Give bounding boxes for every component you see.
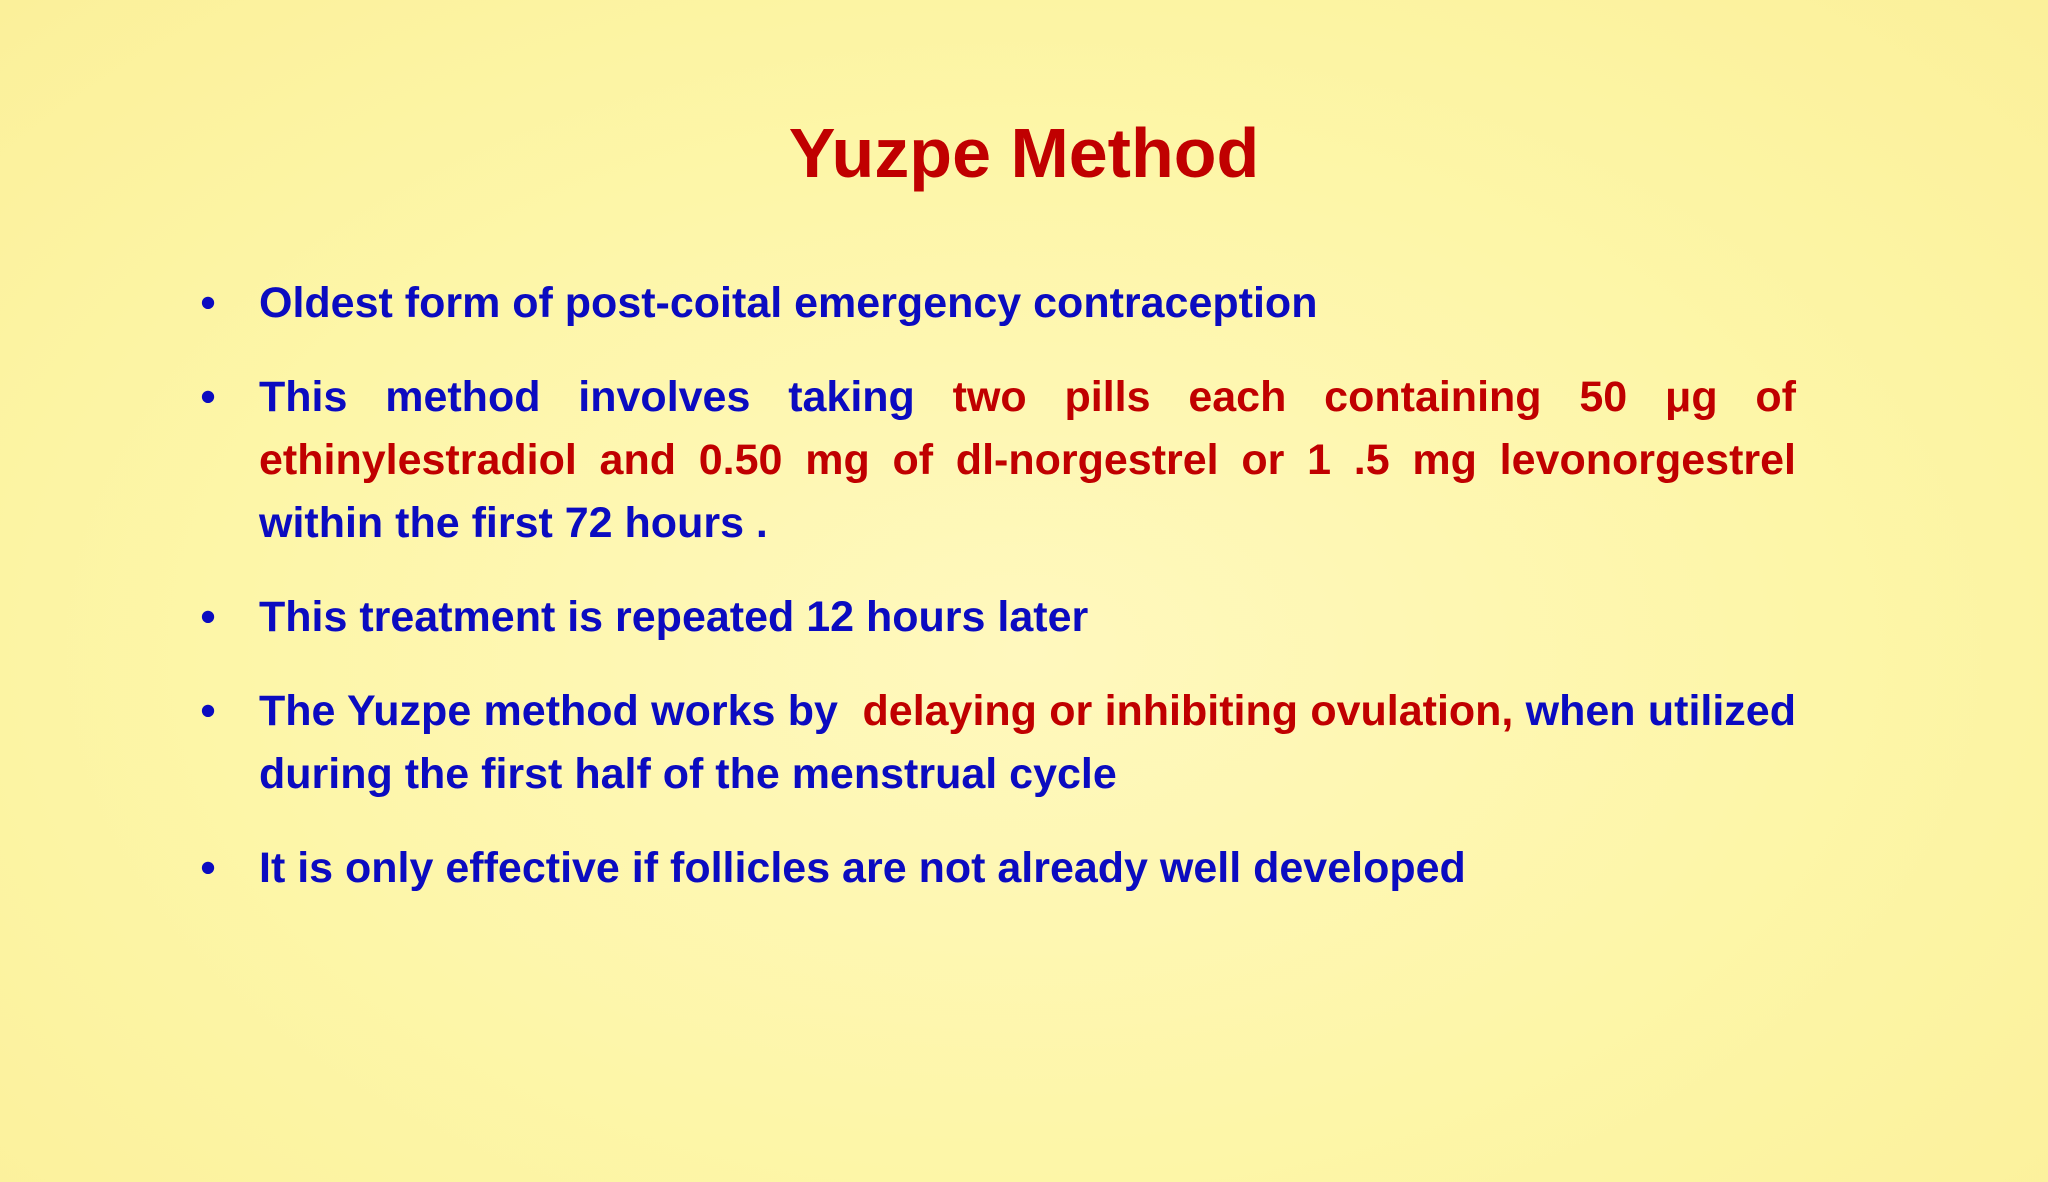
- bullet-highlight-mechanism: delaying or inhibiting ovulation,: [862, 687, 1514, 735]
- bullet-text: It is only effective if follicles are not already well developed: [259, 844, 1466, 892]
- bullet-icon: •: [200, 593, 216, 641]
- bullet-item-method-dosage: [196, 366, 1796, 555]
- bullet-icon: •: [200, 687, 216, 735]
- bullet-icon: •: [200, 373, 216, 421]
- bullet-item-mechanism: [196, 680, 1796, 806]
- bullet-item-oldest-form: [196, 272, 1796, 335]
- bullet-item-repeat: [196, 586, 1796, 649]
- bullet-highlight-dosage: two pills each containing 50 μg of ethinylestradiol and 0.50 mg of dl-norgestrel or 1 .5 mg levonorgestrel: [259, 373, 1796, 484]
- slide-title: Yuzpe Method: [788, 114, 1260, 192]
- bullet-text: within the first 72 hours .: [259, 499, 768, 547]
- bullet-item-effectiveness: [196, 837, 1796, 900]
- bullet-text: Oldest form of post-coital emergency contraception: [259, 279, 1318, 327]
- bullet-list: [196, 272, 1796, 931]
- bullet-text: This treatment is repeated 12 hours later: [259, 593, 1089, 641]
- bullet-icon: •: [200, 844, 216, 892]
- bullet-text: The Yuzpe method works by: [259, 687, 863, 735]
- bullet-text: when utilized during the first half of the menstrual cycle: [259, 687, 1796, 798]
- bullet-text: This method involves taking: [259, 373, 953, 421]
- bullet-icon: •: [200, 279, 216, 327]
